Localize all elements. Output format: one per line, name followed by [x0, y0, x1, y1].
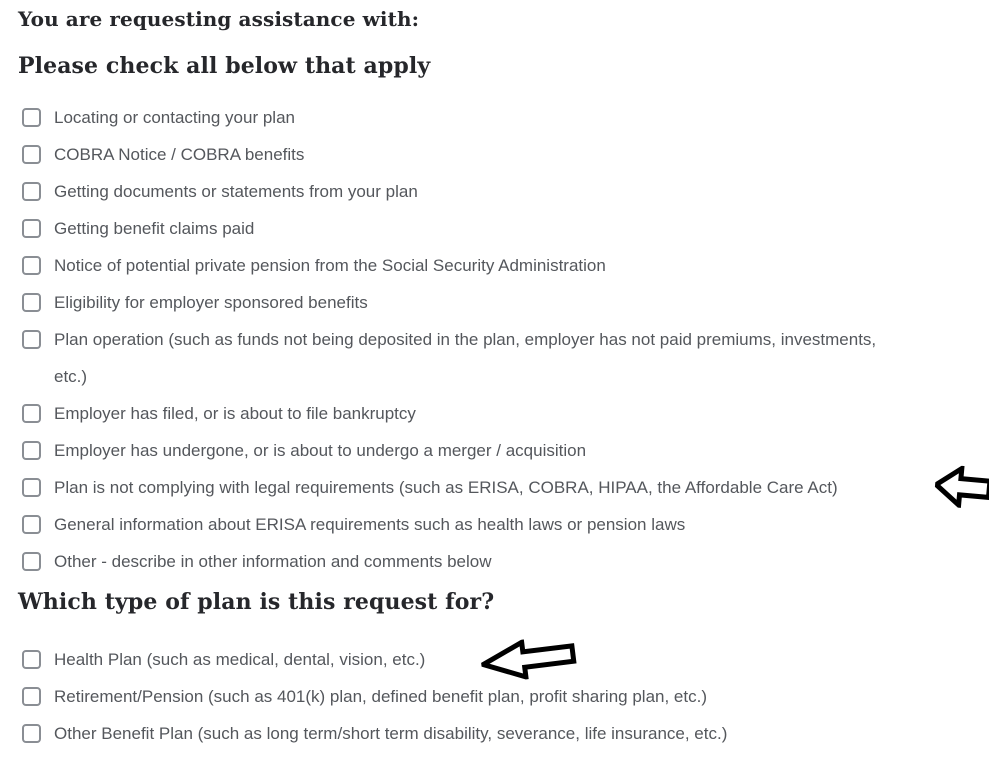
- checkbox-label[interactable]: Employer has undergone, or is about to undergo a merger / acquisition: [54, 441, 587, 460]
- checkbox[interactable]: [22, 256, 41, 275]
- checkbox[interactable]: [22, 404, 41, 423]
- checkbox-row: [22, 99, 989, 136]
- checkbox-row: [22, 321, 989, 395]
- checkbox[interactable]: [22, 650, 41, 669]
- checkbox-label[interactable]: Health Plan (such as medical, dental, vision, etc.): [54, 650, 426, 669]
- checkbox[interactable]: [22, 515, 41, 534]
- checkbox-label[interactable]: Other Benefit Plan (such as long term/short term disability, severance, life insurance, etc.): [54, 724, 728, 743]
- checkbox-row: [22, 506, 989, 543]
- checkbox-label[interactable]: Locating or contacting your plan: [54, 108, 295, 127]
- checkbox-row: [22, 678, 989, 715]
- checkbox[interactable]: [22, 724, 41, 743]
- annotation-arrow-left-icon: [479, 633, 578, 684]
- checkbox-label[interactable]: Getting documents or statements from your plan: [54, 182, 418, 201]
- checkbox-row: [22, 715, 989, 752]
- assistance-topics-section: [18, 52, 989, 580]
- checkbox-row: [22, 284, 989, 321]
- checkbox[interactable]: [22, 219, 41, 238]
- annotation-arrow-left-icon: [933, 464, 989, 511]
- checkbox-label[interactable]: COBRA Notice / COBRA benefits: [54, 145, 305, 164]
- checkbox-label[interactable]: Notice of potential private pension from the Social Security Administration: [54, 256, 606, 275]
- checkbox[interactable]: [22, 145, 41, 164]
- checkbox[interactable]: [22, 687, 41, 706]
- section-heading-plan-type: Which type of plan is this request for?: [18, 589, 495, 615]
- assistance-topics-checklist: [22, 99, 989, 580]
- checkbox-row: [22, 543, 989, 580]
- checkbox[interactable]: [22, 441, 41, 460]
- checkbox-row: [22, 247, 989, 284]
- checkbox-row: [22, 641, 989, 678]
- checkbox[interactable]: [22, 182, 41, 201]
- checkbox[interactable]: [22, 108, 41, 127]
- checkbox-row: [22, 210, 989, 247]
- checkbox[interactable]: [22, 478, 41, 497]
- checkbox-row: [22, 136, 989, 173]
- checkbox-label[interactable]: Employer has filed, or is about to file bankruptcy: [54, 404, 416, 423]
- checkbox-label[interactable]: Eligibility for employer sponsored benefits: [54, 293, 368, 312]
- checkbox-label[interactable]: Retirement/Pension (such as 401(k) plan, defined benefit plan, profit sharing plan, etc.): [54, 687, 707, 706]
- checkbox[interactable]: [22, 293, 41, 312]
- checkbox-row: [22, 395, 989, 432]
- checkbox[interactable]: [22, 330, 41, 349]
- section-heading-check-all: Please check all below that apply: [18, 53, 431, 79]
- checkbox[interactable]: [22, 552, 41, 571]
- checkbox-row: [22, 173, 989, 210]
- checkbox-label[interactable]: Other - describe in other information and comments below: [54, 552, 492, 571]
- plan-type-section: [18, 588, 989, 752]
- checkbox-label[interactable]: Plan operation (such as funds not being deposited in the plan, employer has not paid premiums, investments, etc.): [54, 330, 877, 386]
- plan-type-checklist: [22, 641, 989, 752]
- checkbox-label[interactable]: Getting benefit claims paid: [54, 219, 255, 238]
- checkbox-row: [22, 432, 989, 469]
- checkbox-label[interactable]: General information about ERISA requirements such as health laws or pension laws: [54, 515, 686, 534]
- checkbox-row: [22, 469, 989, 506]
- checkbox-label[interactable]: Plan is not complying with legal requirements (such as ERISA, COBRA, HIPAA, the Affordable Care Act): [54, 478, 838, 497]
- page-title: You are requesting assistance with:: [18, 7, 420, 31]
